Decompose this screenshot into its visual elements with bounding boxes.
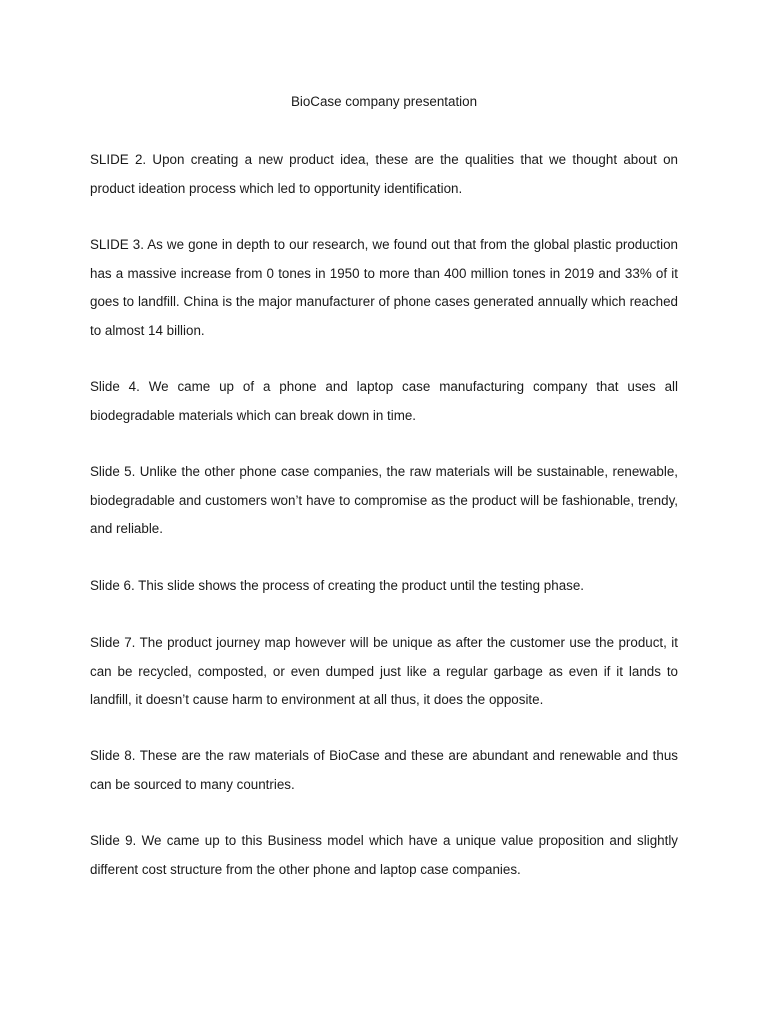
paragraph-slide-2: SLIDE 2. Upon creating a new product idea, these are the qualities that we thought about on product ideation process which led to opportunity identification. — [90, 152, 678, 196]
document-title: BioCase company presentation — [290, 94, 478, 109]
paragraph-slide-4: Slide 4. We came up of a phone and laptop case manufacturing company that uses all biodegradable materials which can break down in time. — [90, 379, 678, 423]
paragraph-slide-7: Slide 7. The product journey map however will be unique as after the customer use the product, it can be recycled, composted, or even dumped just like a regular garbage as even if it lands to landfill, it doesn’t cause harm to environment at all thus, it does the opposite. — [90, 635, 678, 707]
paragraph-slide-8: Slide 8. These are the raw materials of BioCase and these are abundant and renewable and thus can be sourced to many countries. — [90, 748, 678, 792]
paragraph-slide-3: SLIDE 3. As we gone in depth to our research, we found out that from the global plastic production has a massive increase from 0 tones in 1950 to more than 400 million tones in 2019 and 33% of it goes to landfill. China is the major manufacturer of phone cases generated annually which reached to almost 14 billion. — [90, 237, 678, 338]
paragraph-slide-6: Slide 6. This slide shows the process of creating the product until the testing phase. — [90, 578, 585, 593]
paragraph-slide-9: Slide 9. We came up to this Business model which have a unique value proposition and slightly different cost structure from the other phone and laptop case companies. — [90, 833, 678, 877]
paragraph-slide-5: Slide 5. Unlike the other phone case companies, the raw materials will be sustainable, renewable, biodegradable and customers won’t have to compromise as the product will be fashionable, trendy, and reliable. — [90, 464, 678, 536]
